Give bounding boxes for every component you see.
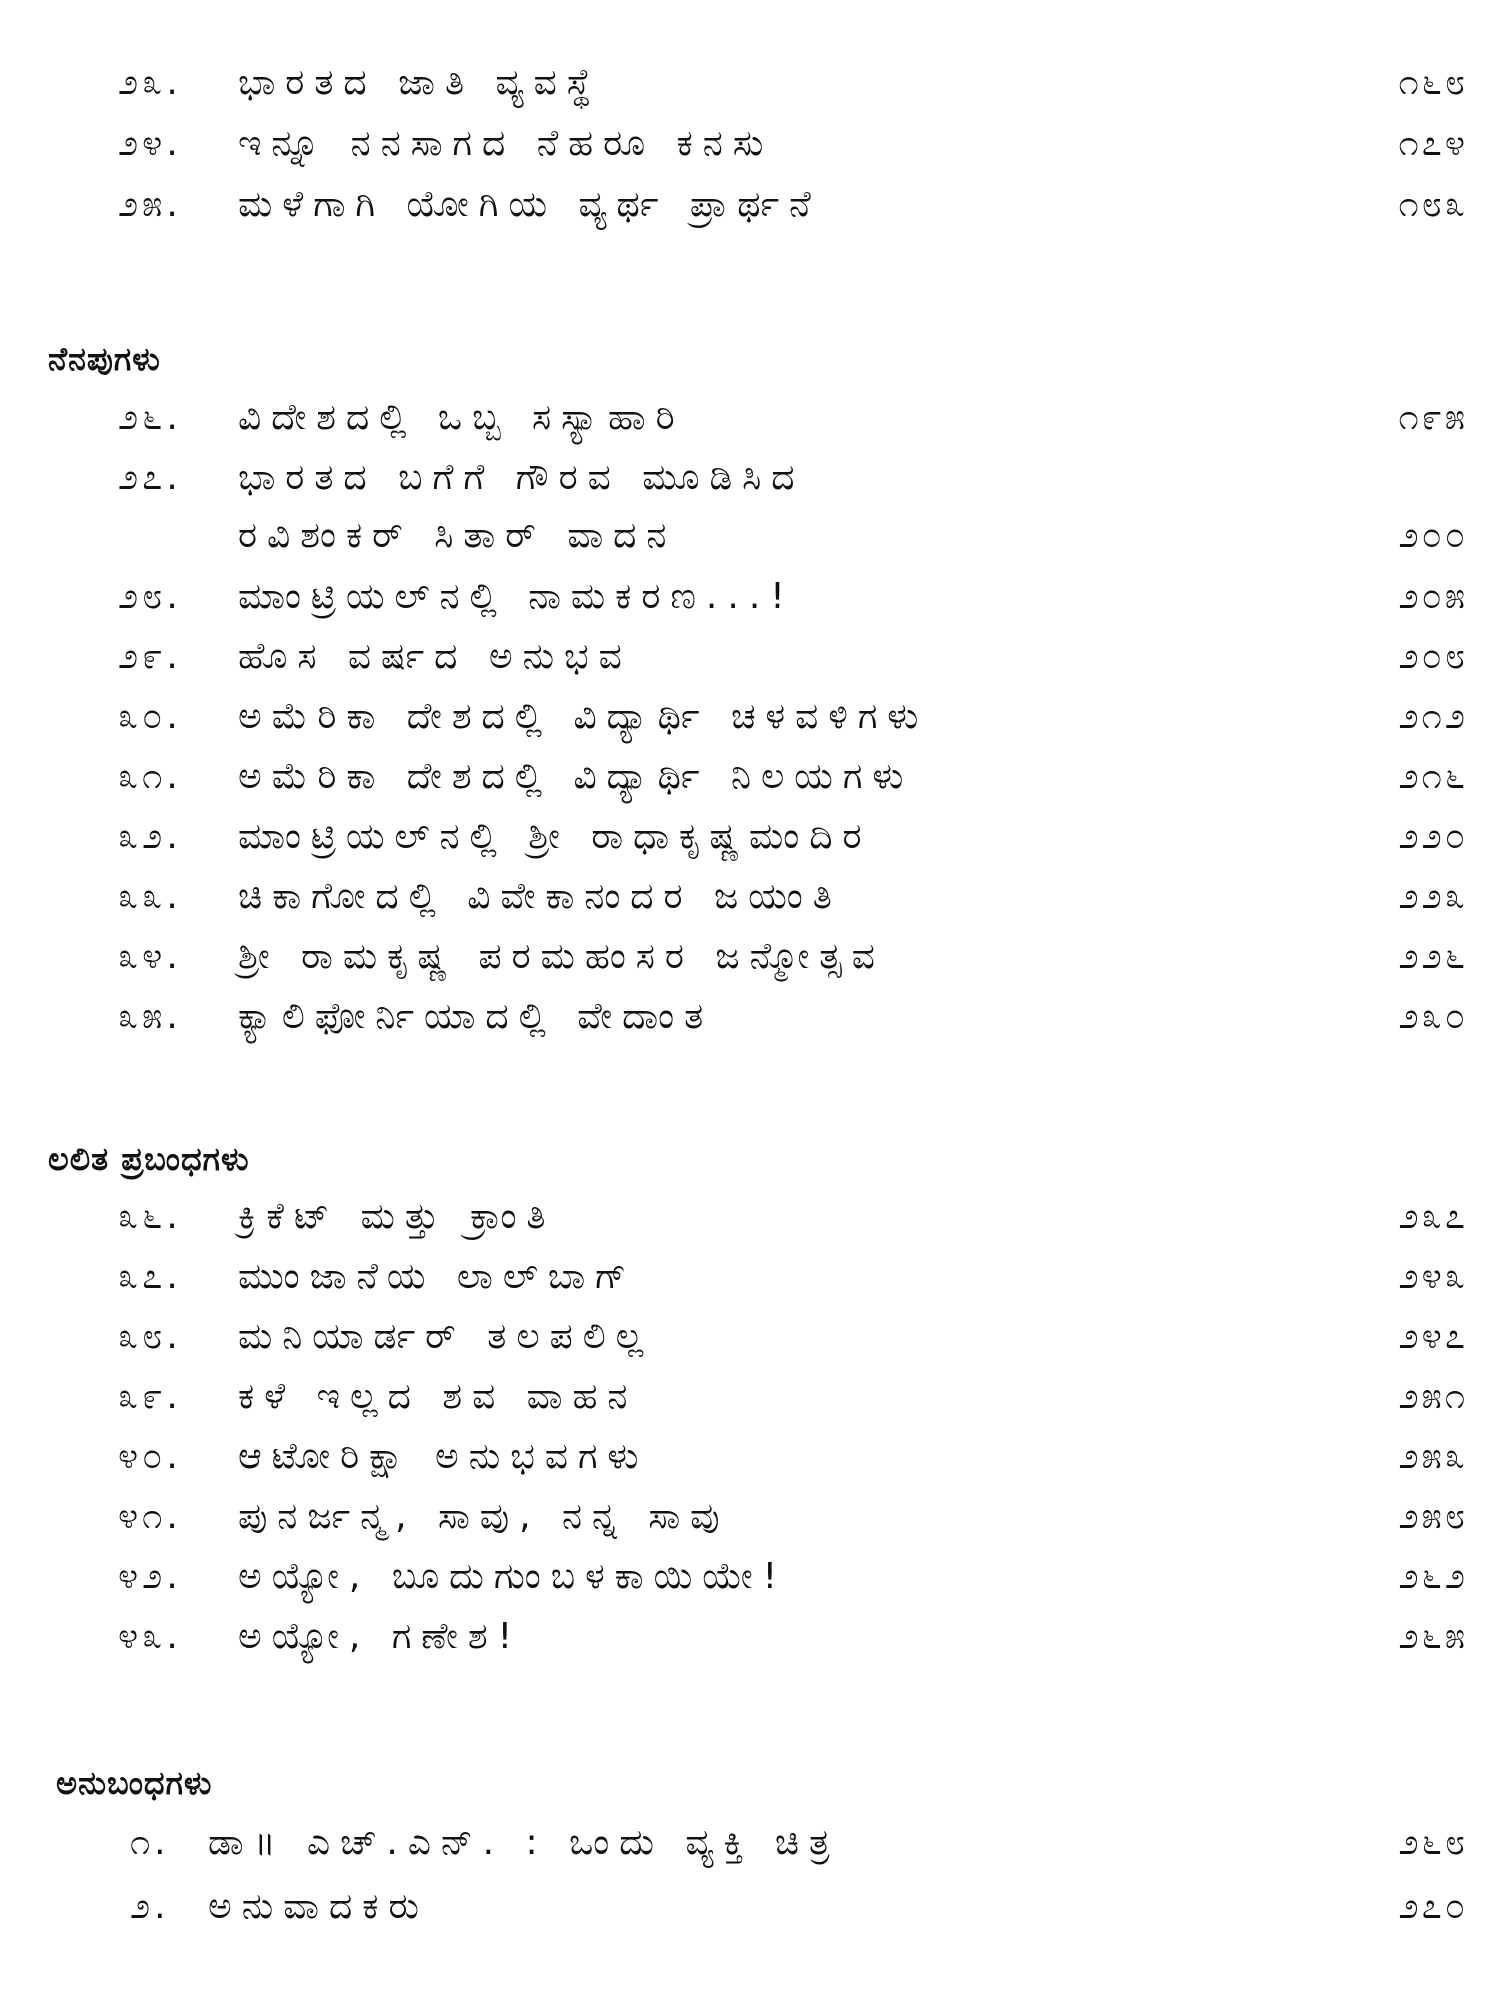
entry-title: ಹೊಸ ವರ್ಷದ ಅನುಭವ — [238, 636, 632, 677]
entry-number: ೩೧. — [118, 756, 182, 797]
entry-number: ೩೫. — [118, 996, 182, 1037]
entry-number: ೧. — [130, 1822, 170, 1863]
section-heading: ಲಲಿತ ಪ್ರಬಂಧಗಳು — [48, 1140, 250, 1178]
entry-page-number: ೨೫೧ — [1398, 1376, 1468, 1417]
entry-title: ಅಯ್ಯೋ, ಬೂದುಗುಂಬಳಕಾಯಿಯೇ! — [238, 1556, 788, 1597]
entry-title: ಮಾಂಟ್ರಿಯಲ್‌ನಲ್ಲಿ ನಾಮಕರಣ...! — [238, 576, 795, 617]
entry-page-number: ೨೩೭ — [1398, 1196, 1468, 1237]
entry-title: ಅಮೆರಿಕಾ ದೇಶದಲ್ಲಿ ವಿದ್ಯಾರ್ಥಿ ಚಳವಳಿಗಳು — [238, 696, 929, 737]
entry-number: ೩೭. — [118, 1256, 182, 1297]
toc-entry — [0, 636, 1500, 692]
entry-page-number: ೨೨೬ — [1398, 936, 1468, 977]
toc-entry — [0, 457, 1500, 513]
entry-page-number: ೧೭೪ — [1398, 123, 1468, 164]
toc-entry — [0, 816, 1500, 872]
toc-entry — [0, 184, 1500, 240]
entry-number: ೩೩. — [118, 876, 182, 917]
entry-page-number: ೨೫೮ — [1398, 1496, 1468, 1537]
entry-title: ಭಾರತದ ಜಾತಿ ವ್ಯವಸ್ಥೆ — [238, 62, 601, 103]
entry-number: ೨೯. — [118, 636, 182, 677]
toc-entry — [0, 397, 1500, 453]
entry-title: ಅನುವಾದಕರು — [208, 1886, 429, 1927]
section-heading: ನೆನಪುಗಳು — [48, 340, 161, 378]
toc-entry — [0, 576, 1500, 632]
entry-title: ಕ್ಯಾಲಿಫೋರ್ನಿಯಾದಲ್ಲಿ ವೇದಾಂತ — [238, 996, 714, 1037]
toc-entry — [0, 62, 1500, 118]
toc-entry — [0, 1822, 1500, 1878]
entry-title: ಕ್ರಿಕೆಟ್ ಮತ್ತು ಕ್ರಾಂತಿ — [238, 1196, 556, 1237]
entry-number: ೪೦. — [118, 1436, 182, 1477]
entry-page-number: ೨೬೮ — [1398, 1822, 1468, 1863]
entry-number: ೪೧. — [118, 1496, 182, 1537]
entry-title: ಭಾರತದ ಬಗೆಗೆ ಗೌರವ ಮೂಡಿಸಿದ — [238, 457, 805, 498]
entry-page-number: ೨೦೦ — [1398, 515, 1468, 556]
entry-number: ೨. — [130, 1886, 170, 1927]
toc-entry — [0, 1196, 1500, 1252]
entry-number: ೨೩. — [118, 62, 182, 103]
entry-number: ೩೮. — [118, 1316, 182, 1357]
entry-number: ೩೦. — [118, 696, 182, 737]
entry-number: ೨೫. — [118, 184, 182, 225]
entry-title: ಕಳೆ ಇಲ್ಲದ ಶವ ವಾಹನ — [238, 1376, 638, 1417]
entry-title: ಆಟೋರಿಕ್ಷಾ ಅನುಭವಗಳು — [238, 1436, 649, 1477]
entry-title: ವಿದೇಶದಲ್ಲಿ ಒಬ್ಬ ಸಸ್ಯಾಹಾರಿ — [238, 397, 685, 438]
entry-page-number: ೨೧೬ — [1398, 756, 1468, 797]
entry-number: ೩೯. — [118, 1376, 182, 1417]
entry-page-number: ೨೨೩ — [1398, 876, 1468, 917]
entry-title: ಮನಿಯಾರ್ಡರ್ ತಲಪಲಿಲ್ಲ — [238, 1316, 654, 1357]
entry-page-number: ೧೯೫ — [1398, 397, 1468, 438]
toc-entry — [0, 1556, 1500, 1612]
toc-entry-continuation — [0, 515, 1500, 571]
entry-title: ಇನ್ನೂ ನನಸಾಗದ ನೆಹರೂ ಕನಸು — [238, 123, 774, 164]
entry-title: ಪುನರ್ಜನ್ಮ, ಸಾವು, ನನ್ನ ಸಾವು — [238, 1496, 730, 1537]
entry-title: ಚಿಕಾಗೋದಲ್ಲಿ ವಿವೇಕಾನಂದರ ಜಯಂತಿ — [238, 876, 842, 917]
toc-entry — [0, 1256, 1500, 1312]
entry-page-number: ೨೪೭ — [1398, 1316, 1468, 1357]
entry-number: ೩೬. — [118, 1196, 182, 1237]
entry-page-number: ೨೬೨ — [1398, 1556, 1468, 1597]
entry-number: ೪೩. — [118, 1616, 182, 1657]
entry-page-number: ೨೧೨ — [1398, 696, 1468, 737]
toc-entry — [0, 996, 1500, 1052]
entry-title: ಅಯ್ಯೋ, ಗಣೇಶ! — [238, 1616, 523, 1657]
entry-page-number: ೧೬೮ — [1398, 62, 1468, 103]
entry-number: ೪೨. — [118, 1556, 182, 1597]
entry-page-number: ೨೪೩ — [1398, 1256, 1468, 1297]
entry-page-number: ೨೭೦ — [1398, 1886, 1468, 1927]
toc-entry — [0, 1616, 1500, 1672]
entry-number: ೨೪. — [118, 123, 182, 164]
toc-entry — [0, 936, 1500, 992]
toc-entry — [0, 1316, 1500, 1372]
entry-page-number: ೨೫೩ — [1398, 1436, 1468, 1477]
toc-entry — [0, 1436, 1500, 1492]
section-heading: ಅನುಬಂಧಗಳು — [56, 1764, 213, 1802]
entry-title: ಡಾ॥ ಎಚ್.ಎನ್. : ಒಂದು ವ್ಯಕ್ತಿ ಚಿತ್ರ — [208, 1822, 840, 1863]
entry-title-continued: ರವಿಶಂಕರ್ ಸಿತಾರ್ ವಾದನ — [238, 515, 677, 556]
entry-page-number: ೨೬೫ — [1398, 1616, 1468, 1657]
entry-title: ಮಾಂಟ್ರಿಯಲ್‌ನಲ್ಲಿ ಶ್ರೀ ರಾಧಾಕೃಷ್ಣಮಂದಿರ — [238, 816, 872, 857]
toc-entry — [0, 876, 1500, 932]
toc-entry — [0, 1496, 1500, 1552]
entry-page-number: ೨೨೦ — [1398, 816, 1468, 857]
toc-entry — [0, 756, 1500, 812]
entry-title: ಶ್ರೀ ರಾಮಕೃಷ್ಣ ಪರಮಹಂಸರ ಜನ್ಮೋತ್ಸವ — [238, 936, 885, 977]
toc-entry — [0, 696, 1500, 752]
entry-page-number: ೨೩೦ — [1398, 996, 1468, 1037]
entry-page-number: ೨೦೮ — [1398, 636, 1468, 677]
entry-page-number: ೧೮೩ — [1398, 184, 1468, 225]
entry-number: ೩೨. — [118, 816, 182, 857]
entry-title: ಮುಂಜಾನೆಯ ಲಾಲ್‌ಬಾಗ್ — [238, 1256, 637, 1297]
entry-title: ಮಳೆಗಾಗಿ ಯೋಗಿಯ ವ್ಯರ್ಥ ಪ್ರಾರ್ಥನೆ — [238, 184, 821, 225]
entry-page-number: ೨೦೫ — [1398, 576, 1468, 617]
entry-number: ೨೭. — [118, 457, 182, 498]
toc-entry — [0, 1886, 1500, 1942]
entry-number: ೩೪. — [118, 936, 182, 977]
entry-number: ೨೬. — [118, 397, 182, 438]
entry-number: ೨೮. — [118, 576, 182, 617]
entry-title: ಅಮೆರಿಕಾ ದೇಶದಲ್ಲಿ ವಿದ್ಯಾರ್ಥಿ ನಿಲಯಗಳು — [238, 756, 914, 797]
toc-entry — [0, 1376, 1500, 1432]
toc-entry — [0, 123, 1500, 179]
